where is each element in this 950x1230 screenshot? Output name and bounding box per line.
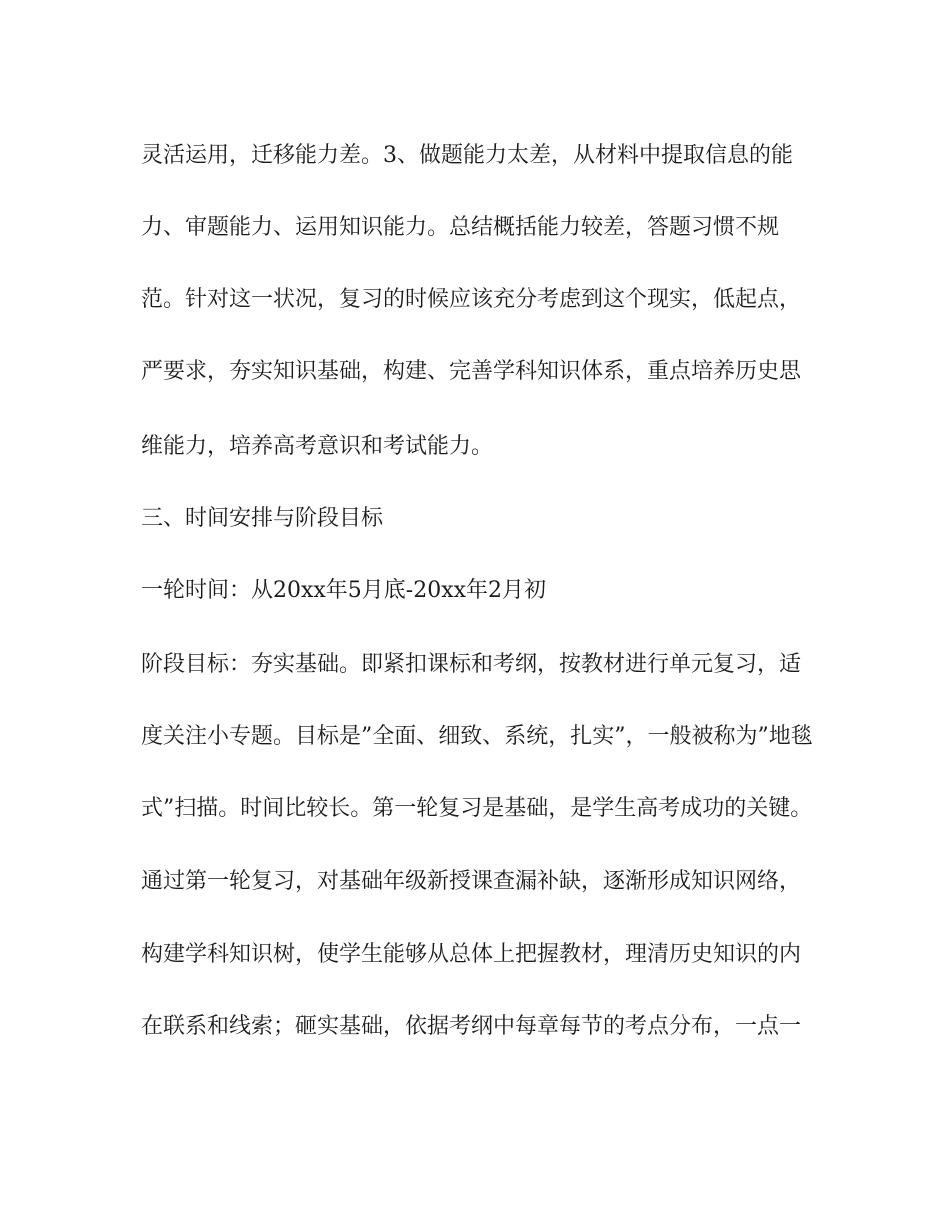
text-line: 阶段目标：夯实基础。即紧扣课标和考纲，按教材进行单元复习，适 — [141, 652, 802, 677]
text-line: 一轮时间：从20xx年5月底-20xx年2月初 — [141, 578, 547, 603]
text-line: 在联系和线索；砸实基础，依据考纲中每章每节的考点分布，一点一 — [141, 1014, 802, 1039]
text-line: 维能力，培养高考意识和考试能力。 — [141, 434, 494, 459]
text-line: 度关注小专题。目标是”全面、细致、系统，扎实”，一般被称为”地毯 — [141, 724, 813, 749]
text-line: 力、审题能力、运用知识能力。总结概括能力较差，答题习惯不规 — [141, 215, 780, 240]
text-line: 严要求，夯实知识基础，构建、完善学科知识体系，重点培养历史思 — [141, 359, 802, 384]
text-line: 通过第一轮复习，对基础年级新授课查漏补缺，逐渐形成知识网络， — [141, 869, 802, 894]
text-line: 构建学科知识树，使学生能够从总体上把握教材，理清历史知识的内 — [141, 942, 802, 967]
text-line: 范。针对这一状况，复习的时候应该充分考虑到这个现实，低起点， — [141, 287, 802, 312]
text-line: 式”扫描。时间比较长。第一轮复习是基础，是学生高考成功的关键。 — [141, 796, 813, 821]
section-heading: 三、时间安排与阶段目标 — [141, 506, 384, 531]
text-line: 灵活运用，迁移能力差。3、做题能力太差，从材料中提取信息的能 — [141, 143, 793, 168]
